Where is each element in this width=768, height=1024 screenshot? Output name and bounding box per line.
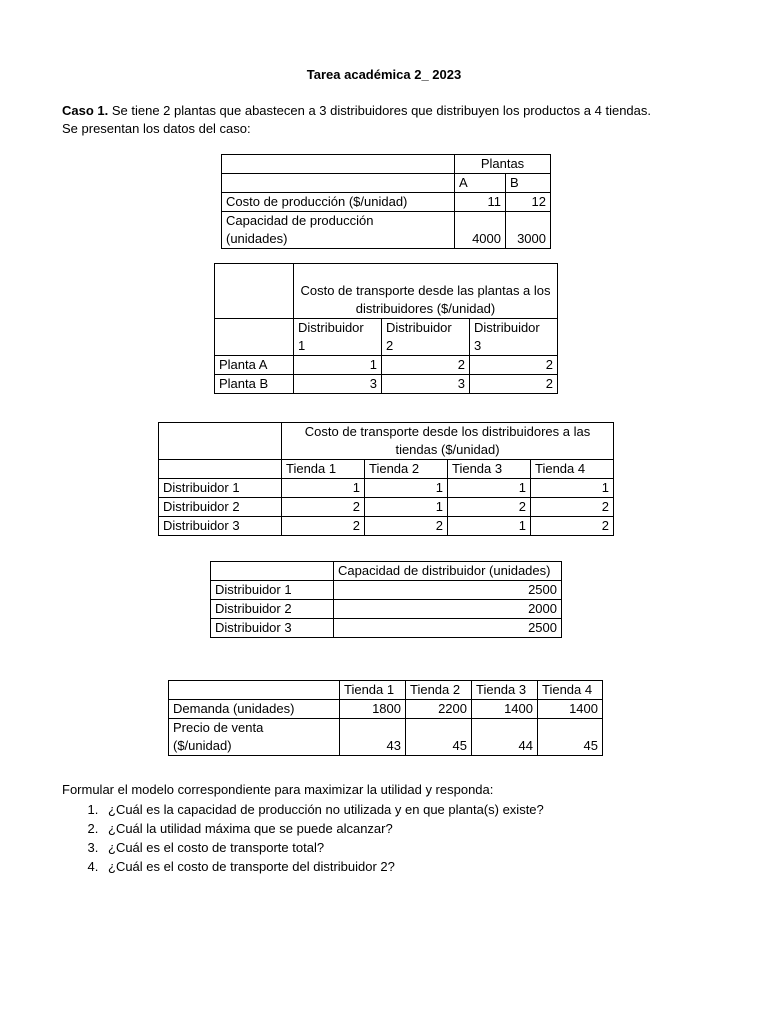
cell-value: 2: [282, 517, 365, 536]
distributor-store-header: Costo de transporte desde los distribuidores a las tiendas ($/unidad): [282, 423, 614, 460]
row-label: Planta B: [215, 375, 294, 394]
question-list: [62, 800, 544, 876]
row-label: Costo de producción ($/unidad): [222, 193, 455, 212]
col-header: Tienda 2: [406, 681, 472, 700]
cell-value: 1400: [538, 700, 603, 719]
row-label: Distribuidor 1: [159, 479, 282, 498]
cell-value: 2000: [334, 600, 562, 619]
empty-cell: [222, 174, 455, 193]
cell-value: 11: [455, 193, 506, 212]
row-label: Distribuidor 2: [211, 600, 334, 619]
col-header: A: [455, 174, 506, 193]
row-label: Distribuidor 3: [211, 619, 334, 638]
table-row: [222, 193, 551, 212]
col-header: Tienda 4: [538, 681, 603, 700]
cell-value: 2: [448, 498, 531, 517]
row-label: Distribuidor 3: [159, 517, 282, 536]
table-row: [215, 356, 558, 375]
question-item: 3. ¿Cuál es el costo de transporte total?: [102, 838, 544, 857]
table-row: [211, 600, 562, 619]
row-label: Demanda (unidades): [169, 700, 340, 719]
cell-value: 43: [340, 719, 406, 756]
row-label: Precio de venta ($/unidad): [169, 719, 340, 756]
cell-value: 1: [282, 479, 365, 498]
empty-cell: [215, 319, 294, 356]
table-row: [159, 517, 614, 536]
col-header: Tienda 1: [282, 460, 365, 479]
cell-value: 3: [382, 375, 470, 394]
table-row: [159, 498, 614, 517]
cell-value: 2: [282, 498, 365, 517]
cell-value: 12: [506, 193, 551, 212]
question-item: 4. ¿Cuál es el costo de transporte del distribuidor 2?: [102, 857, 544, 876]
cell-value: 1: [448, 479, 531, 498]
table-row: [211, 581, 562, 600]
distributor-store-cost-table: [158, 422, 614, 536]
row-label: Planta A: [215, 356, 294, 375]
plants-header: Plantas: [455, 155, 551, 174]
cell-value: 1: [365, 498, 448, 517]
cell-value: 4000: [455, 212, 506, 249]
col-header: Tienda 4: [531, 460, 614, 479]
instruction-text: Formular el modelo correspondiente para maximizar la utilidad y responda:: [62, 782, 494, 797]
table-row: [215, 375, 558, 394]
demand-price-table: [168, 680, 603, 756]
col-header: B: [506, 174, 551, 193]
cell-value: 2: [365, 517, 448, 536]
capacity-header: Capacidad de distribuidor (unidades): [334, 562, 562, 581]
page-title: Tarea académica 2_ 2023: [306, 67, 462, 82]
col-header: Distribuidor 2: [382, 319, 470, 356]
table-row: [211, 619, 562, 638]
cell-value: 3: [294, 375, 382, 394]
plants-table: [221, 154, 551, 249]
empty-cell: [159, 460, 282, 479]
case-intro-line1: Caso 1. Se tiene 2 plantas que abastecen a 3 distribuidores que distribuyen los productos a 4 tiendas.: [62, 103, 651, 118]
cell-value: 1: [365, 479, 448, 498]
case-label: Caso 1.: [62, 103, 109, 118]
cell-value: 2500: [334, 619, 562, 638]
cell-value: 2: [382, 356, 470, 375]
table-row: [169, 719, 603, 756]
distributor-capacity-table: [210, 561, 562, 638]
col-header: Tienda 3: [448, 460, 531, 479]
question-item: 1. ¿Cuál es la capacidad de producción no utilizada y en que planta(s) existe?: [102, 800, 544, 819]
row-label: Capacidad de producción (unidades): [222, 212, 455, 249]
cell-value: 1: [448, 517, 531, 536]
table-row: [159, 479, 614, 498]
cell-value: 44: [472, 719, 538, 756]
cell-value: 2: [531, 498, 614, 517]
empty-cell: [211, 562, 334, 581]
cell-value: 1: [531, 479, 614, 498]
cell-value: 1800: [340, 700, 406, 719]
cell-value: 2500: [334, 581, 562, 600]
empty-cell: [222, 155, 455, 174]
col-header: Tienda 2: [365, 460, 448, 479]
cell-value: 45: [538, 719, 603, 756]
table-row: [222, 212, 551, 249]
cell-value: 2: [470, 356, 558, 375]
cell-value: 3000: [506, 212, 551, 249]
col-header: Tienda 3: [472, 681, 538, 700]
col-header: Distribuidor 1: [294, 319, 382, 356]
cell-value: 1400: [472, 700, 538, 719]
col-header: Tienda 1: [340, 681, 406, 700]
row-label: Distribuidor 1: [211, 581, 334, 600]
table-row: [169, 700, 603, 719]
cell-value: 2: [470, 375, 558, 394]
case-intro-line2: Se presentan los datos del caso:: [62, 121, 251, 136]
col-header: Distribuidor 3: [470, 319, 558, 356]
plant-distributor-header: Costo de transporte desde las plantas a los distribuidores ($/unidad): [294, 264, 558, 319]
cell-value: 1: [294, 356, 382, 375]
plant-distributor-cost-table: [214, 263, 558, 394]
question-item: 2. ¿Cuál la utilidad máxima que se puede alcanzar?: [102, 819, 544, 838]
empty-cell: [169, 681, 340, 700]
cell-value: 2200: [406, 700, 472, 719]
cell-value: 2: [531, 517, 614, 536]
cell-value: 45: [406, 719, 472, 756]
empty-cell: [159, 423, 282, 460]
empty-cell: [215, 264, 294, 319]
case-intro: [62, 102, 722, 138]
row-label: Distribuidor 2: [159, 498, 282, 517]
